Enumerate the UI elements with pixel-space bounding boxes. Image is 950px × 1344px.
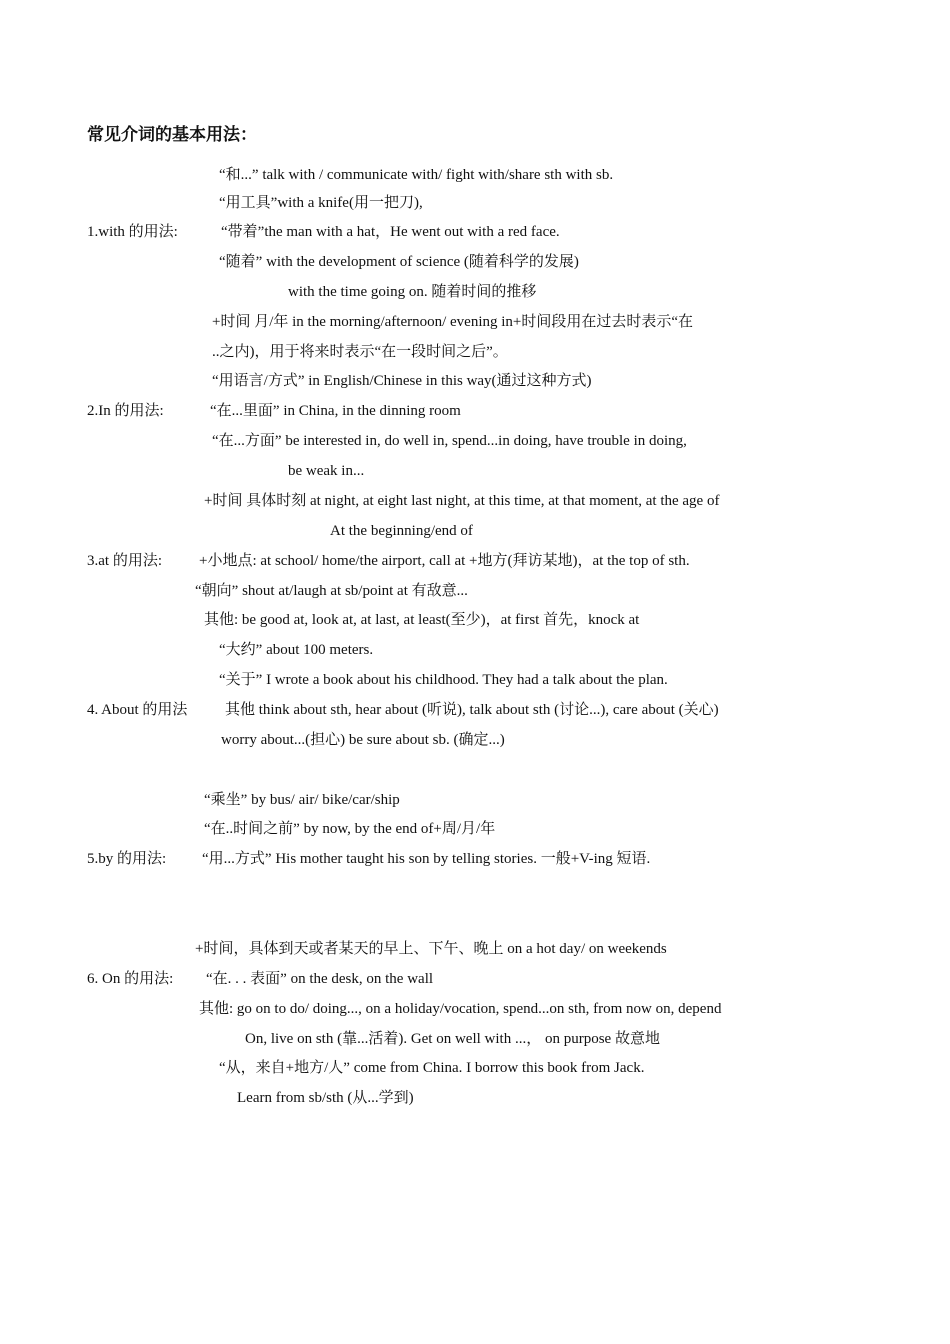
at-line-3: +小地点: at school/ home/the airport, call at +地方(拜访某地)，at the top of sth.: [199, 553, 690, 569]
at-line-5: 其他: be good at, look at, at last, at least(至少)，at first 首先，knock at: [204, 612, 640, 628]
by-heading: 5.by 的用法:: [87, 851, 167, 867]
from-line-1: “从，来自+地方/人” come from China. I borrow this book from Jack.: [219, 1060, 645, 1076]
page-title: 常见介词的基本用法：: [87, 125, 257, 145]
with-line-3: “带着”the man with a hat，He went out with a red face.: [221, 224, 560, 240]
with-line-2: “用工具”with a knife(用一把刀),: [219, 195, 423, 211]
about-line-4: worry about...(担心) be sure about sb. (确定...): [221, 732, 505, 748]
in-heading: 2.In 的用法:: [87, 403, 164, 419]
from-line-2: Learn from sb/sth (从...学到): [237, 1090, 414, 1106]
at-heading: 3.at 的用法:: [87, 553, 162, 569]
in-line-6: be weak in...: [288, 463, 365, 479]
on-line-3: 其他: go on to do/ doing..., on a holiday/vocation, spend...on sth, from now on, depend: [199, 1001, 722, 1017]
in-line-2: ..之内)，用于将来时表示“在一段时间之后”。: [212, 344, 508, 360]
in-line-1: +时间 月/年 in the morning/afternoon/ evening in+时间段用在过去时表示“在: [212, 314, 694, 330]
with-line-1: “和...” talk with / communicate with/ fight with/share sth with sb.: [219, 167, 614, 183]
about-line-3: 其他 think about sth, hear about (听说), talk about sth (讨论...), care about (关心): [225, 702, 719, 718]
about-heading: 4. About 的用法: [87, 702, 188, 718]
with-line-4: “随着” with the development of science (随着科学的发展): [219, 254, 579, 270]
at-line-1: +时间 具体时刻 at night, at eight last night, at this time, at that moment, at the age of: [204, 493, 720, 509]
by-line-3: “用...方式” His mother taught his son by telling stories. 一般+V-ing 短语.: [202, 851, 651, 867]
by-line-2: “在..时间之前” by now, by the end of+周/月/年: [204, 821, 496, 837]
in-line-4: “在...里面” in China, in the dinning room: [210, 403, 461, 419]
in-line-5: “在...方面” be interested in, do well in, spend...in doing, have trouble in doing,: [212, 433, 687, 449]
by-line-1: “乘坐” by bus/ air/ bike/car/ship: [204, 792, 400, 808]
with-line-5: with the time going on. 随着时间的推移: [288, 284, 537, 300]
in-line-3: “用语言/方式” in English/Chinese in this way(通过这种方式): [212, 373, 592, 389]
about-line-2: “关于” I wrote a book about his childhood. They had a talk about the plan.: [219, 672, 668, 688]
at-line-2: At the beginning/end of: [330, 523, 473, 539]
with-heading: 1.with 的用法:: [87, 224, 178, 240]
on-line-2: “在. . . 表面” on the desk, on the wall: [206, 971, 434, 987]
on-line-1: +时间，具体到天或者某天的早上、下午、晚上 on a hot day/ on weekends: [195, 941, 667, 957]
about-line-1: “大约” about 100 meters.: [219, 642, 374, 658]
on-heading: 6. On 的用法:: [87, 971, 174, 987]
on-line-4: On, live on sth (靠...活着). Get on well with ...， on purpose 故意地: [245, 1031, 660, 1047]
at-line-4: “朝向” shout at/laugh at sb/point at 有敌意...: [195, 583, 468, 599]
